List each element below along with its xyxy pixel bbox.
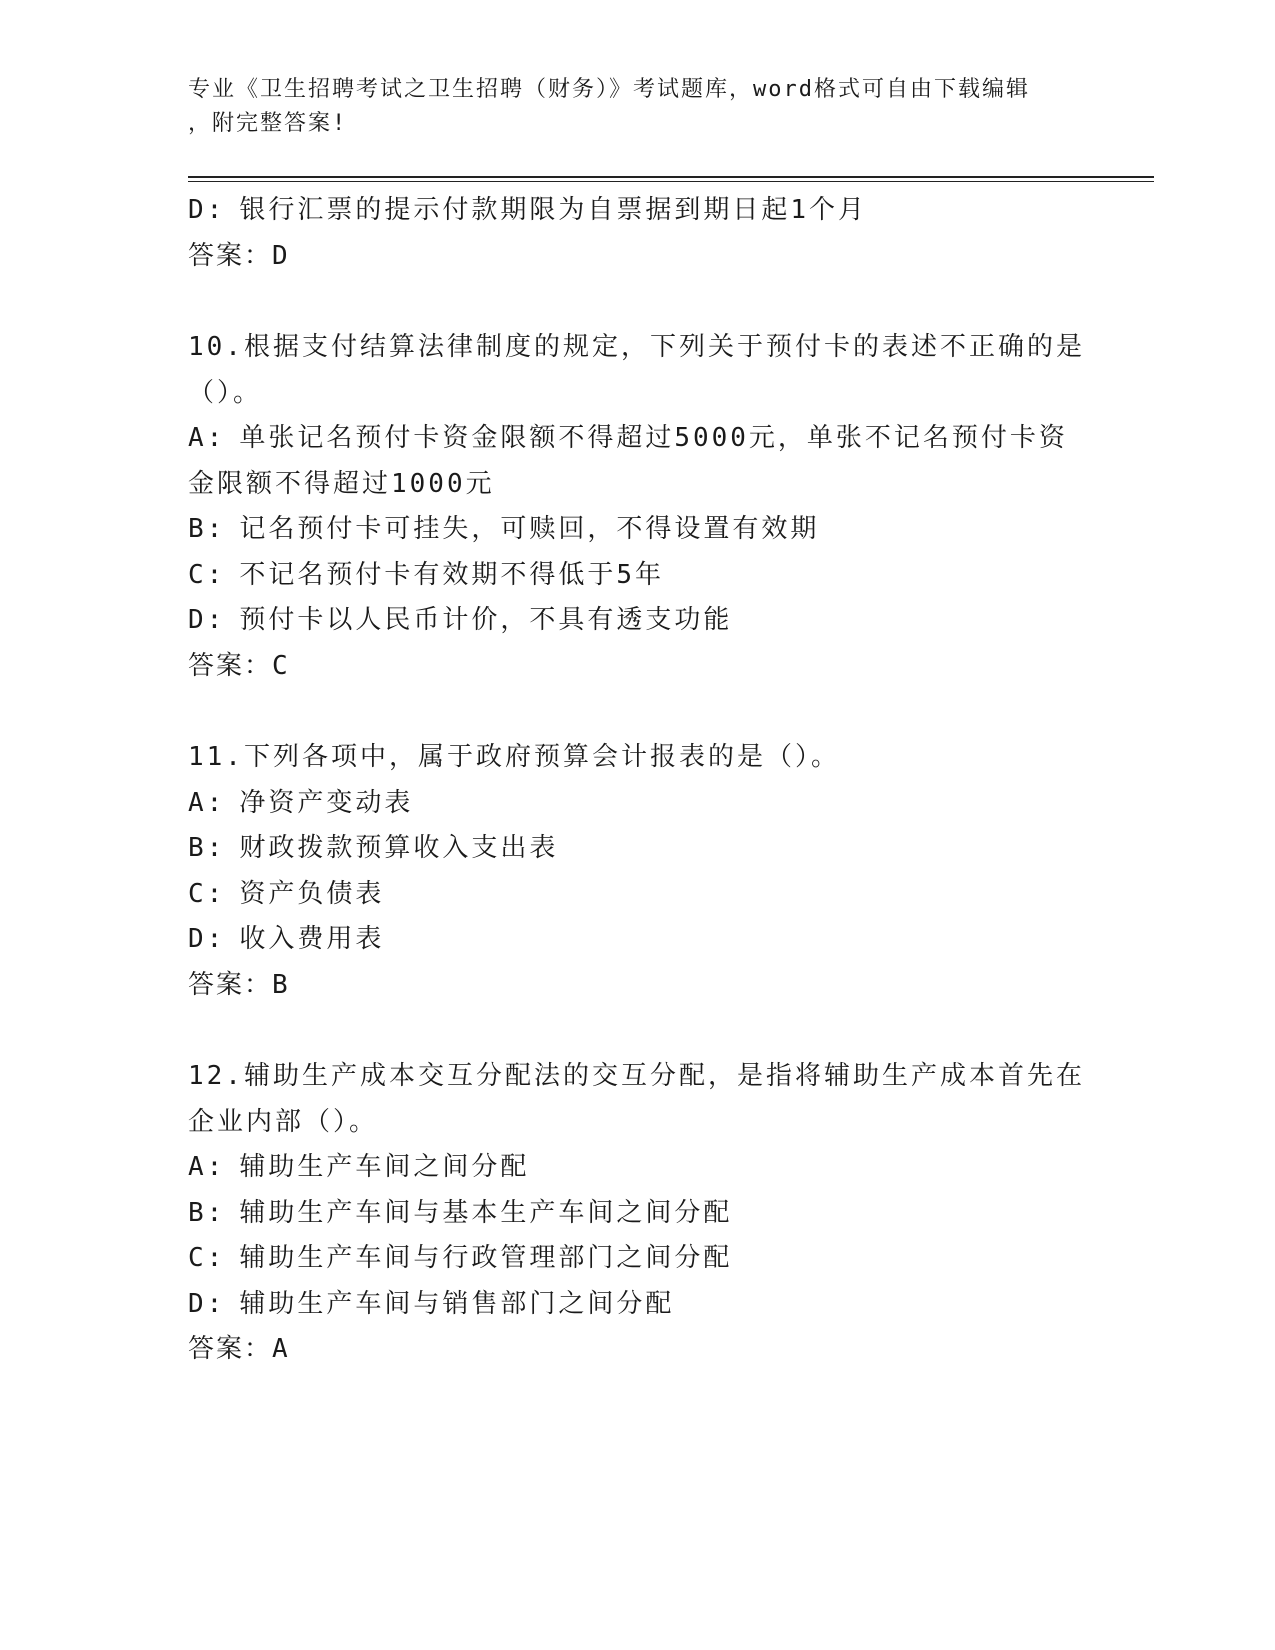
option-key: B:	[188, 514, 226, 544]
answer	[188, 963, 1088, 1009]
option-d	[188, 1282, 1088, 1328]
answer-label: 答案：	[188, 650, 273, 681]
option-key: D:	[188, 1288, 226, 1319]
option-a-cont: 金限额不得超过1000元	[188, 468, 495, 499]
answer-label: 答案：	[188, 969, 273, 1000]
option-text: 预付卡以人民币计价，不具有透支功能	[239, 605, 733, 635]
question-10	[188, 325, 1088, 689]
answer	[188, 1327, 1088, 1373]
option-key: A:	[188, 787, 226, 818]
option-d	[188, 598, 1088, 644]
option-c	[188, 1236, 1088, 1282]
option-c	[188, 553, 1088, 599]
option-text: 记名预付卡可挂失，可赎回，不得设置有效期	[239, 514, 820, 544]
question-stem: 12.辅助生产成本交互分配法的交互分配，是指将辅助生产成本首先在	[188, 1061, 1085, 1091]
question-stem: 11.下列各项中，属于政府预算会计报表的是（）。	[188, 742, 840, 772]
question-stem-cont: （）。	[188, 377, 263, 408]
option-text: 财政拨款预算收入支出表	[239, 833, 559, 863]
option-b	[188, 1191, 1088, 1237]
option-text: 辅助生产车间与销售部门之间分配	[239, 1288, 675, 1319]
answer-value: A	[272, 1334, 290, 1364]
answer-value: D	[272, 240, 290, 271]
option-d	[188, 917, 1088, 963]
option-text: 净资产变动表	[239, 787, 414, 818]
header-divider	[188, 176, 1154, 182]
option-key: A:	[188, 423, 226, 453]
option-text: 不记名预付卡有效期不得低于5年	[239, 559, 664, 590]
prev-option-d	[188, 188, 1088, 234]
option-key: A:	[188, 1152, 226, 1182]
option-text: 单张记名预付卡资金限额不得超过5000元，单张不记名预付卡资	[239, 423, 1068, 453]
answer-value: B	[272, 969, 290, 1000]
option-key: C:	[188, 1243, 226, 1273]
option-key: B:	[188, 833, 226, 863]
header-line-2: ，附完整答案!	[188, 111, 348, 136]
question-11	[188, 735, 1088, 1008]
answer	[188, 644, 1088, 690]
question-stem: 10.根据支付结算法律制度的规定，下列关于预付卡的表述不正确的是	[188, 332, 1085, 362]
option-key: C:	[188, 559, 226, 590]
option-b	[188, 507, 1088, 553]
option-key: C:	[188, 878, 226, 909]
question-12	[188, 1054, 1088, 1373]
answer-label: 答案：	[188, 240, 273, 271]
option-a	[188, 416, 1088, 462]
prev-answer	[188, 234, 1088, 280]
option-text: 辅助生产车间之间分配	[239, 1152, 530, 1182]
option-a	[188, 781, 1088, 827]
option-key: D:	[188, 195, 226, 225]
answer-value: C	[272, 650, 290, 681]
option-text: 收入费用表	[239, 924, 385, 954]
document-header	[188, 73, 1068, 141]
option-text: 辅助生产车间与基本生产车间之间分配	[239, 1197, 733, 1228]
option-key: D:	[188, 924, 226, 954]
question-content	[188, 188, 1088, 1373]
option-b	[188, 826, 1088, 872]
option-key: D:	[188, 605, 226, 635]
question-stem-cont: 企业内部（）。	[188, 1106, 379, 1137]
option-c	[188, 872, 1088, 918]
option-text: 辅助生产车间与行政管理部门之间分配	[239, 1243, 733, 1273]
option-key: B:	[188, 1197, 226, 1228]
option-text: 资产负债表	[239, 878, 385, 909]
option-a	[188, 1145, 1088, 1191]
answer-label: 答案：	[188, 1334, 273, 1364]
option-text: 银行汇票的提示付款期限为自票据到期日起1个月	[239, 195, 867, 225]
header-line-1: 专业《卫生招聘考试之卫生招聘（财务）》考试题库，word格式可自由下载编辑	[188, 77, 1030, 102]
